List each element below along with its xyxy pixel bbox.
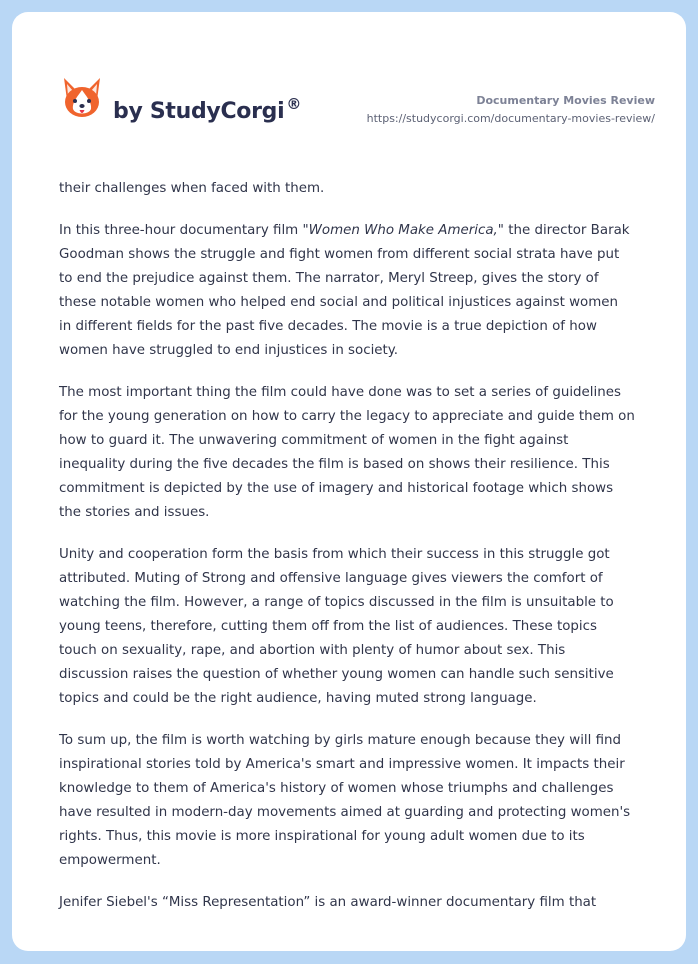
text-line — [59, 501, 659, 525]
text-segment: inspirational stories told by America's smart and impressive women. It impacts their — [59, 757, 625, 772]
text-segment: young teens, therefore, cutting them off from the list of audiences. These topics — [59, 619, 597, 634]
text-line — [59, 429, 659, 453]
text-line — [59, 777, 659, 801]
text-line — [59, 663, 659, 687]
text-segment: inequality during the five decades the film is based on shows their resilience. This — [59, 457, 610, 472]
text-segment: have resulted in modern-day movements aimed at guarding and protecting women's — [59, 805, 631, 820]
brand-text: by StudyCorgi — [113, 99, 285, 124]
body-paragraph — [59, 177, 659, 201]
text-segment: attributed. Muting of Strong and offensive language gives viewers the comfort of — [59, 571, 603, 586]
text-line — [59, 753, 659, 777]
body-paragraph — [59, 543, 659, 711]
text-segment: rights. Thus, this movie is more inspirational for young adult women due to its — [59, 829, 585, 844]
text-line — [59, 591, 659, 615]
registered-mark: ® — [286, 95, 302, 113]
body-paragraph — [59, 219, 659, 363]
text-line — [59, 267, 659, 291]
text-line — [59, 567, 659, 591]
text-segment: the stories and issues. — [59, 505, 210, 520]
text-segment: "Women Who Make America," — [302, 223, 504, 238]
text-segment: commitment is depicted by the use of imagery and historical footage which shows — [59, 481, 614, 496]
document-body — [59, 177, 659, 933]
text-line — [59, 801, 659, 825]
text-segment: these notable women who helped end social and political injustices against women — [59, 295, 619, 310]
text-line — [59, 729, 659, 753]
text-segment: Goodman shows the struggle and fight women from different social strata have put — [59, 247, 620, 262]
text-segment: watching the film. However, a range of topics discussed in the film is unsuitable to — [59, 595, 614, 610]
text-segment: knowledge to them of America's history of women whose triumphs and challenges — [59, 781, 614, 796]
body-paragraph — [59, 381, 659, 525]
text-line — [59, 219, 659, 243]
text-line — [59, 543, 659, 567]
text-segment: in different fields for the past five decades. The movie is a true depiction of how — [59, 319, 597, 334]
text-segment: empowerment. — [59, 853, 161, 868]
text-line — [59, 339, 659, 363]
document-url[interactable]: https://studycorgi.com/documentary-movies-review/ — [366, 112, 655, 125]
document-meta — [367, 93, 655, 126]
text-segment: In this three-hour documentary film — [59, 223, 303, 238]
text-segment: Jenifer Siebel's “Miss Representation” is an award-winner documentary film that — [59, 895, 597, 910]
text-segment: to end the prejudice against them. The narrator, Meryl Streep, gives the story of — [59, 271, 599, 286]
text-segment: how to guard it. The unwavering commitment of women in the fight against — [59, 433, 569, 448]
text-segment: for the young generation on how to carry the legacy to appreciate and guide them on — [59, 409, 635, 424]
text-line — [59, 405, 659, 429]
text-segment: Unity and cooperation form the basis from which their success in this struggle got — [59, 547, 610, 562]
text-line — [59, 891, 659, 915]
text-line — [59, 639, 659, 663]
text-line — [59, 615, 659, 639]
corgi-logo-icon — [61, 76, 103, 122]
text-segment: topics and could be the right audience, having muted strong language. — [59, 691, 537, 706]
text-segment: touch on sexuality, rape, and abortion with plenty of humor about sex. This — [59, 643, 566, 658]
text-line — [59, 687, 659, 711]
text-segment: The most important thing the film could have done was to set a series of guidelines — [59, 385, 621, 400]
text-line — [59, 453, 659, 477]
text-line — [59, 849, 659, 873]
text-line — [59, 177, 659, 201]
text-segment: their challenges when faced with them. — [59, 181, 325, 196]
text-line — [59, 477, 659, 501]
text-segment: discussion raises the question of whether young women can handle such sensitive — [59, 667, 614, 682]
text-line — [59, 381, 659, 405]
text-segment: To sum up, the film is worth watching by girls mature enough because they will find — [59, 733, 622, 748]
document-title: Documentary Movies Review — [476, 94, 655, 107]
text-line — [59, 291, 659, 315]
text-line — [59, 825, 659, 849]
text-line — [59, 243, 659, 267]
body-paragraph — [59, 729, 659, 873]
text-line — [59, 315, 659, 339]
text-segment: the director Barak — [503, 223, 630, 238]
text-segment: women have struggled to end injustices in society. — [59, 343, 399, 358]
document-page — [12, 12, 686, 951]
brand-name[interactable] — [113, 95, 301, 124]
body-paragraph — [59, 891, 659, 915]
